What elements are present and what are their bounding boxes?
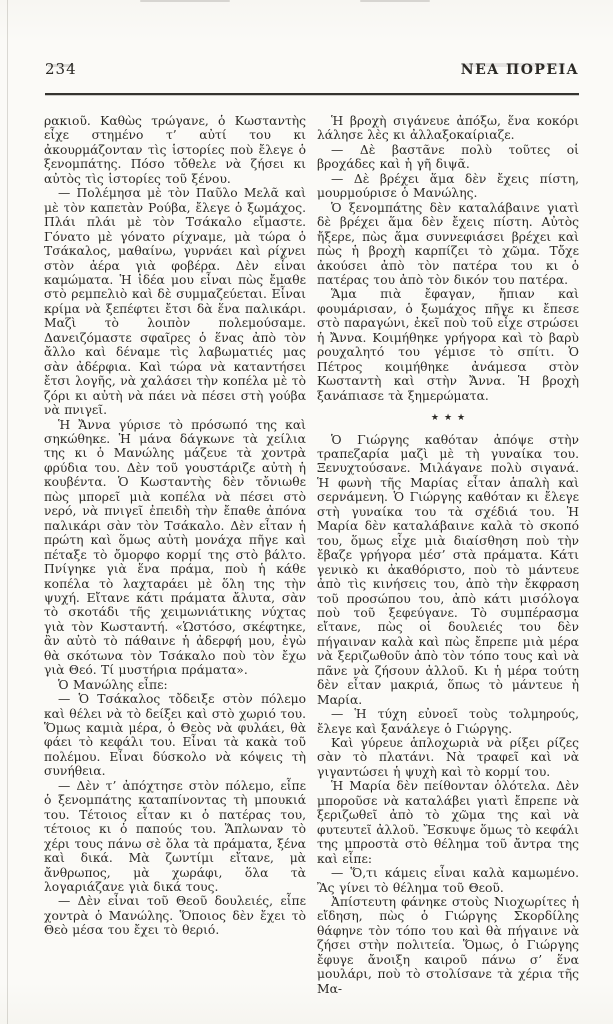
paragraph: Ὁ Μανώλης εἶπε:	[58, 677, 168, 692]
paragraph: Ἡ Ἄννα γύρισε τὸ πρόσωπό της καὶ σηκώθηκε. Ἡ μάνα δάγκωνε τὰ χείλια της κι ὁ Μανώλης μάζευε τὰ χοντρὰ φρύδια του. Δὲν τοῦ γουστάριζε αὐτὴ ἡ κουβέντα. Ὁ Κωσταντὴς δὲν τὄνιωθε πὼς μπορεῖ μιὰ κοπέλα νὰ πέσει στὸ νερό, νὰ πνιγεῖ ἐπειδὴ τὴν ἔπαθε ἀπόνα παλικάρι σὰν τὸν Τσάκαλο. Δὲν εἶταν ἡ πρώτη καὶ ὅμως αὐτὴ μονάχα πῆγε καὶ πέταξε τὸ ὄμορφο κορμί της στὸ βάλτο. Πνίγηκε γιὰ ἕνα πράμα, ποὺ ἡ κάθε κοπέλα τὸ λαχταράει μὲ ὅλη της τὴν ψυχή. Εἴτανε κάτι πράματα ἄλυτα, σὰν τὸ σκοτάδι τῆς χειμωνιάτικης νύχτας γιὰ τὸν Κωσταντή. «Ὡστόσο, σκέφτηκε, ἂν αὐτὸ τὸ πάθαινε ἡ ἀδερφή μου, ἐγὼ θὰ σκότωνα τὸν Τσάκαλο ποὺ τὸν ἔχω γιὰ Θεό. Τί μυστήρια πράματα».	[44, 417, 306, 678]
paragraph: — Δὲ βρέχει ἅμα δὲν ἔχεις πίστη, μουρμούρισε ὁ Μανώλης.	[317, 171, 579, 201]
scan-edge-artifact	[7, 0, 8, 1024]
right-column-bottom	[317, 433, 579, 997]
paragraph: — Πολέμησα μὲ τὸν Παῦλο Μελᾶ καὶ μὲ τὸν καπετὰν Ρούβα, ἔλεγε ὁ ξωμάχος. Πλάι πλάι μὲ τὸν Τσάκαλο εἴμαστε. Γόνατο μὲ γόνατο ρίχναμε, μὰ τώρα ὁ Τσάκαλος, μαθαίνω, γυρνάει καὶ ρίχνει στὸν ἀέρα γιὰ φοβέρα. Δὲν εἶναι καμώματα. Ἡ ἰδέα μου εἶναι πὼς ἔμαθε στὸ ρεμπελιὸ καὶ δὲ συμμαζεύεται. Εἶναι κρίμα νὰ ξεπέφτει ἔτσι δὰ ἕνα παλικάρι. Μαζὶ τὸ λοιπὸν πολεμούσαμε. Δανειζόμαστε σφαῖρες ὁ ἕνας ἀπὸ τὸν ἄλλο καὶ δέναμε τὶς λαβωματιές μας σὰν ἀδέρφια. Καὶ τώρα νὰ καταντήσει ἔτσι λογῆς, νὰ χαλάσει τὴν κοπέλα μὲ τὸ ζόρι κι αὐτὴ νὰ πάει νὰ πέσει στὴ γούβα νὰ πνιγεῖ.	[44, 186, 306, 418]
journal-title: ΝΕΑ ΠΟΡΕΙΑ	[460, 62, 579, 78]
scan-smudge	[360, 0, 430, 2]
text-body	[44, 114, 579, 996]
paragraph: Ἀπίστευτη φάνηκε στοὺς Νιοχωρίτες ἡ εἴδηση, πὼς ὁ Γιώργης Σκορδίλης θάφηνε τὸν τόπο του καὶ θὰ πήγαινε νὰ ζήσει στὴν πολιτεία. Ὅμως, ὁ Γιώργης ἔφυγε ἄνοιξη καιροῦ πάνω σ’ ἕνα μουλάρι, ποὺ τὸ στολίσανε τὰ χέρια τῆς Μα-	[317, 895, 579, 996]
paragraph: — Δὲν εἶναι τοῦ Θεοῦ δουλειές, εἶπε χοντρὰ ὁ Μανώλης. Ὅποιος δὲν ἔχει τὸ Θεὸ μέσα του ἔχει τὸ θεριό.	[44, 894, 306, 938]
paragraph: Ὁ ξενομπάτης δὲν καταλάβαινε γιατὶ δὲ βρέχει ἅμα δὲν ἔχεις πίστη. Αὐτὸς ἤξερε, πὼς ἅμα συννεφιάσει βρέχει καὶ πὼς ἡ βροχὴ καρπίζει τὸ χῶμα. Τὄχε ἀκούσει ἀπὸ τὸν πατέρα του κι ὁ πατέρας του ἀπὸ τὸν δικόν του πατέρα.	[317, 200, 579, 287]
paragraph: — Ὅ,τι κάμεις εἶναι καλὰ καμωμένο. Ἂς γίνει τὸ θέλημα τοῦ Θεοῦ.	[317, 866, 579, 895]
paragraph: Ἡ βροχὴ σιγάνευε ἀπόξω, ἕνα κοκόρι λάλησε λὲς κι ἀλλαξοκαίριαζε.	[317, 114, 579, 143]
section-separator: ★★★	[430, 413, 471, 424]
text-column-left	[44, 114, 306, 984]
text-column-right	[317, 114, 579, 996]
paragraph: — Δὲν τ’ ἀπόχτησε στὸν πόλεμο, εἶπε ὁ ξενομπάτης καταπίνοντας τὴ μπουκιά του. Τέτοιος εἶταν κι ὁ πατέρας του, τέτοιος κι ὁ παπούς του. Ἅπλωναν τὸ χέρι τους πάνω σὲ ὅλα τὰ πράματα, ξένα καὶ δικά. Μὰ ζωντίμι εἴτανε, μὰ ἄνθρωπος, μὰ χωράφι, ὅλα τὰ λογαριάζανε γιὰ δικά τους.	[44, 778, 306, 895]
paragraph: Καὶ γύρευε ἁπλοχωριὰ νὰ ρίξει ρίζες σὰν τὸ πλατάνι. Νὰ τραφεῖ καὶ νὰ γιγαντώσει ἡ ψυχὴ καὶ τὸ κορμί του.	[317, 736, 579, 779]
paragraph: Ἅμα πιὰ ἔφαγαν, ἤπιαν καὶ φουμάρισαν, ὁ ξωμάχος πῆγε κι ἔπεσε στὸ παραγώνι, ἐκεῖ ποὺ τοῦ εἶχε στρώσει ἡ Ἄννα. Κοιμήθηκε γρήγορα καὶ τὸ βαρὺ ρουχαλητό του γέμισε τὸ σπίτι. Ὁ Πέτρος κοιμήθηκε ἀνάμεσα στὸν Κωσταντὴ καὶ στὴν Ἄννα. Ἡ βροχὴ ξανάπιασε τὰ ξημερώματα.	[317, 287, 579, 403]
right-column-top	[317, 114, 579, 403]
paragraph: Ἡ Μαρία δὲν πείθονταν ὁλότελα. Δὲν μποροῦσε νὰ καταλάβει γιατὶ ἔπρεπε νὰ ξεριζωθεῖ ἀπὸ τὸ χῶμα της καὶ νὰ φυτευτεῖ ἀλλοῦ. Ἔσκυψε ὅμως τὸ κεφάλι της μπροστὰ στὸ θέλημα τοῦ ἄντρα της καὶ εἶπε:	[317, 779, 579, 866]
paragraph: — Ἡ τύχη εὐνοεῖ τοὺς τολμηρούς, ἔλεγε καὶ ξανάλεγε ὁ Γιώργης.	[317, 707, 579, 736]
paragraph: — Ὁ Τσάκαλος τὄδειξε στὸν πόλεμο καὶ θέλει νὰ τὸ δείξει καὶ στὸ χωριό του. Ὅμως καμιὰ μέρα, ὁ Θεὸς νὰ φυλάει, θὰ φάει τὸ κεφάλι του. Εἶναι τὰ κακὰ τοῦ πολέμου. Εἶναι δύσκολο νὰ κόψεις τὴ συνήθεια.	[44, 692, 306, 779]
page-header	[45, 60, 579, 78]
paragraph: Ὁ Γιώργης καθόταν ἀπόψε στὴν τραπεζαρία μαζὶ μὲ τὴ γυναίκα του. Ξενυχτούσανε. Μιλάγανε πολὺ σιγανά. Ἡ φωνὴ τῆς Μαρίας εἶταν ἁπαλὴ καὶ σερνάμενη. Ὁ Γιώργης καθόταν κι ἔλεγε στὴ γυναίκα του τὰ σχέδιά του. Ἡ Μαρία δὲν καταλάβαινε καλὰ τὸ σκοπό του, ὅμως εἶχε μιὰ διαίσθηση ποὺ τὴν ἔβαζε γρήγορα μέσ’ στὰ πράματα. Κάτι γενικὸ κι ἀκαθόριστο, ποὺ τὸ μάντευε ἀπὸ τὶς κινήσεις του, ἀπὸ τὴν ἔκφραση τοῦ προσώπου του, ἀπὸ κάτι μισόλογα ποὺ τοῦ ξεφεύγανε. Τὸ συμπέρασμα εἴτανε, πὼς οἱ δουλειές του δὲν πήγαιναν καλὰ καὶ πὼς ἔπρεπε μιὰ μέρα νὰ ξεριζωθοῦν ἀπὸ τὸν τόπο τους καὶ νὰ πᾶνε νὰ ζήσουν ἀλλοῦ. Κι ἡ μέρα τούτη δὲν εἶταν μακριά, ὅπως τὸ μάντευε ἡ Μαρία.	[317, 432, 579, 707]
page-number: 234	[45, 60, 77, 78]
paragraph: ρακιοῦ. Καθὼς τρώγανε, ὁ Κωσταντὴς εἶχε στημένο τ’ αὐτί του κι ἀκουρμάζονταν τὶς ἱστορίες ποὺ ἔλεγε ὁ ξενομπάτης. Πόσο τὄθελε νὰ ζήσει κι αὐτὸς τὶς ἱστορίες τοῦ ξένου.	[44, 114, 306, 186]
paragraph: — Δὲ βαστᾶνε πολὺ τοῦτες οἱ βροχάδες καὶ ἡ γῆ διψᾶ.	[317, 142, 579, 172]
header-rule	[45, 93, 579, 95]
scan-smudge	[140, 0, 230, 2]
